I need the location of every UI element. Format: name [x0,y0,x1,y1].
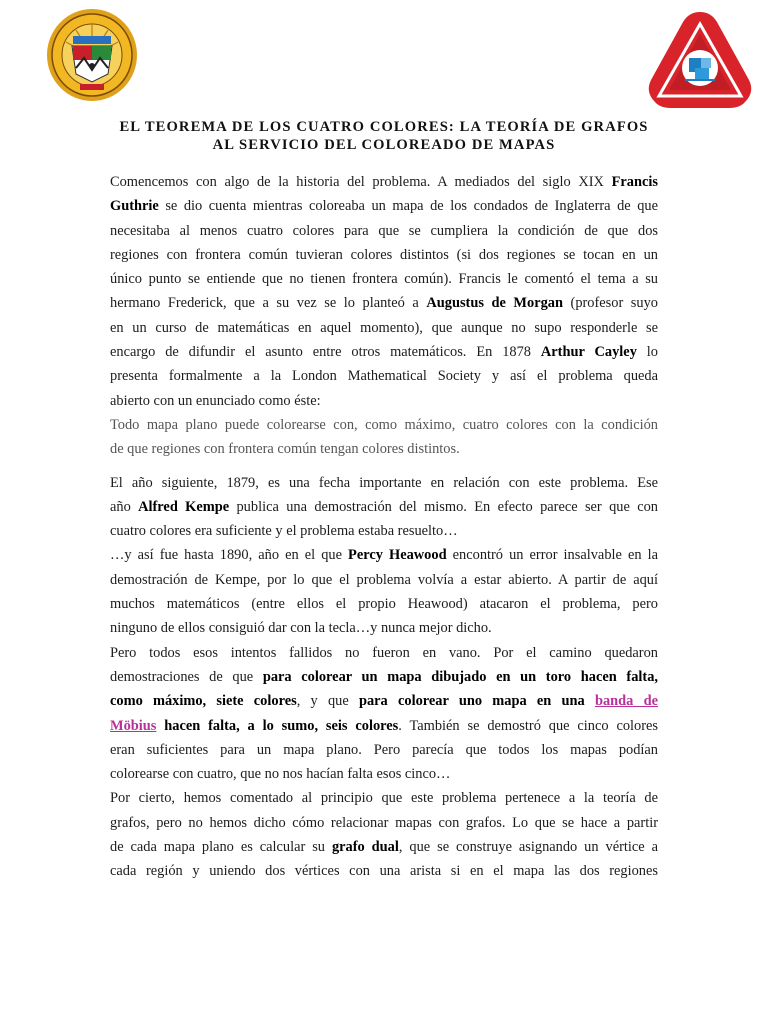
text: regiones con frontera común tuvieran colores distintos (si dos regiones se tocan en un [110,246,658,263]
text: publica una demostración del mismo. En efecto parece ser que con [229,498,658,515]
paragraph-history [110,170,658,413]
text: demostraciones de que [110,668,263,685]
text-bold: como máximo, siete colores [110,693,297,710]
text: presenta formalmente a la London Mathematical Society y así el problema queda [110,368,658,385]
paragraph-heawood [110,543,658,640]
text: Por cierto, hemos comentado al principio que este problema pertenece a la teoría de [110,790,658,807]
text: necesitaba al menos cuatro colores para que se cumpliera la condición de que dos [110,222,658,239]
text: único punto se entiende que no tienen frontera común). Francis le comentó el tema a su [110,271,658,288]
name-francis: Francis [611,174,658,190]
text: ninguno de ellos consiguió dar con la tecla…y nunca mejor dicho. [110,620,492,637]
text: encargo de difundir el asunto entre otros matemáticos. En 1878 [110,344,541,361]
name-guthrie: Guthrie [110,198,159,215]
paragraph-attempts [110,641,658,787]
text: , y que [296,693,359,710]
text: (profesor suyo [562,295,658,312]
text: demostración de Kempe, por lo que el problema volvía a estar abierto. A partir de aquí [110,571,658,588]
term-dual-graph: grafo dual [331,839,399,856]
paragraph-kempe [110,471,658,544]
text: colorearse con cuatro, que no nos hacían falta esos cinco… [110,766,451,783]
text: grafos, pero no hemos dicho cómo relacionar mapas con grafos. Lo que se hace a partir [110,814,658,831]
mobius-strip-link[interactable]: banda de [594,693,658,710]
title-line-1: EL TEOREMA DE LOS CUATRO COLORES: LA TEORÍA DE GRAFOS [119,119,649,135]
title-line-2: AL SERVICIO DEL COLOREADO DE MAPAS [212,137,556,153]
text: Comencemos con algo de la historia del problema. A mediados del siglo XIX [110,174,612,190]
text: muchos matemáticos (entre ellos el propio Heawood) atacaron el problema, pero [110,596,658,613]
university-seal-icon [46,8,138,102]
text: encontró un error insalvable en la [446,547,659,564]
text: Pero todos esos intentos fallidos no fueron en vano. Por el camino quedaron [110,644,658,661]
document-body [110,170,658,884]
text: abierto con un enunciado como éste: [110,392,321,409]
text: hermano Frederick, que a su vez se lo planteó a [110,295,427,312]
text: El año siguiente, 1879, es una fecha importante en relación con este problema. Ese [110,474,658,491]
faculty-emblem-icon [645,10,755,110]
name-de-morgan: Augustus de Morgan [426,295,563,312]
text: de que regiones con frontera común tengan colores distintos. [110,441,460,458]
text: . También se demostró que cinco colores [398,717,658,734]
text: de cada mapa plano es calcular su [110,839,332,856]
text: eran suficientes para un mapa plano. Pero parecía que todos los mapas podían [110,741,658,758]
text: se dio cuenta mientras coloreaba un mapa de los condados de Inglaterra de que [158,198,658,215]
text: …y así fue hasta 1890, año en el que [110,547,349,564]
document-title [80,118,688,154]
name-cayley: Arthur Cayley [540,344,637,361]
text: cuatro colores era suficiente y el problema estaba resuelto… [110,523,458,540]
paragraph-dual-graph [110,786,658,883]
name-kempe: Alfred Kempe [138,498,230,515]
text-bold: hacen falta, a lo sumo, seis colores [156,717,399,734]
text: lo [636,344,658,361]
text-bold: para colorear uno mapa en una [358,693,595,710]
text: año [110,498,139,515]
text: cada región y uniendo dos vértices con una arista si en el mapa las dos regiones [110,863,658,880]
mobius-strip-link-continued[interactable]: Möbius [110,717,157,734]
text: , que se construye asignando un vértice a [398,839,658,856]
text: Todo mapa plano puede colorearse con, como máximo, cuatro colores con la condición [110,416,658,433]
text-bold: para colorear un mapa dibujado en un toro hacen falta, [262,668,658,685]
text: en un curso de matemáticas en aquel momento), que aunque no supo responderle se [110,319,658,336]
name-heawood: Percy Heawood [348,547,447,564]
theorem-statement [110,413,658,462]
